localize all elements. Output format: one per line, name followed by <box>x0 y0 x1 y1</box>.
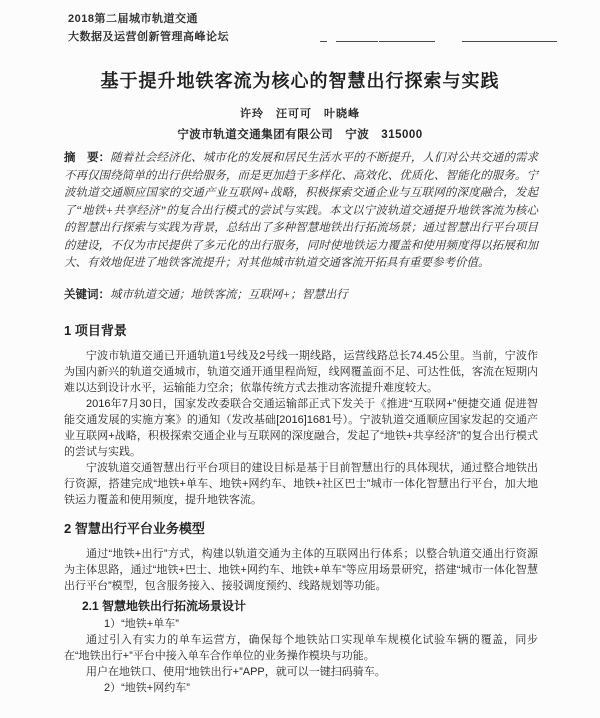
header-rule-segment <box>320 41 327 42</box>
list-item-paragraph: 通过引入有实力的单车运营方，确保每个地铁站口实现单车规模化试验车辆的覆盖，同步在“地铁出行+”平台中接入单车合作单位的业务操作模块与功能。 <box>64 634 538 662</box>
conference-header <box>68 10 229 46</box>
section-2-paragraph: 通过“地铁+出行”方式，构建以轨道交通为主体的互联网出行体系；以整合轨道交通出行资源为主体思路，通过“地铁+巴士、地铁+网约车、地铁+单车”等应用场景研究，搭建“城市一体化智慧出行平台”模型，包含服务接入、接驳调度预约、线路规划等功能。 <box>64 548 538 592</box>
title-block <box>0 68 600 142</box>
affiliation: 宁波市轨道交通集团有限公司 宁波 315000 <box>177 129 423 141</box>
abstract-label: 摘 要： <box>64 152 111 164</box>
conference-header-line2: 大数据及运营创新管理高峰论坛 <box>68 31 229 43</box>
header-rule-segment <box>336 41 378 42</box>
conference-header-line1: 2018第二届城市轨道交通 <box>68 13 198 25</box>
section-1-paragraph: 宁波市轨道交通已开通轨道1号线及2号线一期线路，运营线路总长74.45公里。当前，宁波作为国内新兴的轨道交通城市，轨道交通开通里程尚短，线网覆盖面不足、可达性低，客流在短期内难以达到设计水平，运输能力空余；依靠传统方式去推动客流提升难度较大。 <box>64 350 538 394</box>
keywords-label: 关键词： <box>64 289 110 301</box>
list-item-paragraph: 用户在地铁口、使用“地铁出行+”APP，就可以一键扫码骑车。 <box>86 666 386 678</box>
keywords-text: 城市轨道交通；地铁客流；互联网+；智慧出行 <box>110 289 348 301</box>
abstract <box>64 150 538 273</box>
keywords <box>64 287 538 303</box>
header-rule-segment <box>379 41 435 42</box>
section-2-heading: 2 智慧出行平台业务模型 <box>64 521 205 536</box>
list-item-label: 1）“地铁+单车” <box>104 618 179 630</box>
authors: 许玲 汪可可 叶晓峰 <box>240 108 360 120</box>
section-2-1-heading: 2.1 智慧地铁出行拓流场景设计 <box>82 599 247 613</box>
section-1-paragraph: 宁波轨道交通智慧出行平台项目的建设目标是基于目前智慧出行的具体现状，通过整合地铁出行资源，搭建完成“地铁+单车、地铁+网约车、地铁+社区巴士”城市一体化智慧出行平台，加大地铁运力覆盖和使用频度，提升地铁客流。 <box>64 462 538 506</box>
section-1-heading: 1 项目背景 <box>64 323 127 338</box>
abstract-text: 随着社会经济化、城市化的发展和居民生活水平的不断提升，人们对公共交通的需求不再仅围绕简单的出行供给服务，而是更加趋于多样化、高效化、优质化、智能化的服务。宁波轨道交通顺应国家的交通产业互联网+战略，积极探索交通企业与互联网的深度融合，发起了“地铁+共享经济”的复合出行模式的尝试与实践。本文以宁波轨道交通提升地铁客流为核心的智慧出行探索与实践为背景，总结出了多种智慧地铁出行拓流场景；通过智慧出行平台项目的建设，不仅为市民提供了多元化的出行服务，同时使地铁运力覆盖和使用频度得以拓展和加大、有效地促进了地铁客流提升；对其他城市轨道交通客流开拓具有重要参考价值。 <box>64 152 538 269</box>
list-item-label: 2）“地铁+网约车” <box>104 682 190 694</box>
section-1-paragraph: 2016年7月30日，国家发改委联合交通运输部正式下发关于《推进“互联网+”便捷交通 促进智能交通发展的实施方案》的通知（发改基础[2016]1681号）。宁波轨道交通顺应国家发起的交通产业互联网+战略，积极探索交通企业与互联网的深度融合，发起了“地铁+共享经济”的复合出行模式的尝试与实践。 <box>64 398 538 458</box>
header-rule-segment <box>462 41 557 42</box>
body-column <box>64 322 538 696</box>
paper-title: 基于提升地铁客流为核心的智慧出行探索与实践 <box>100 71 500 91</box>
